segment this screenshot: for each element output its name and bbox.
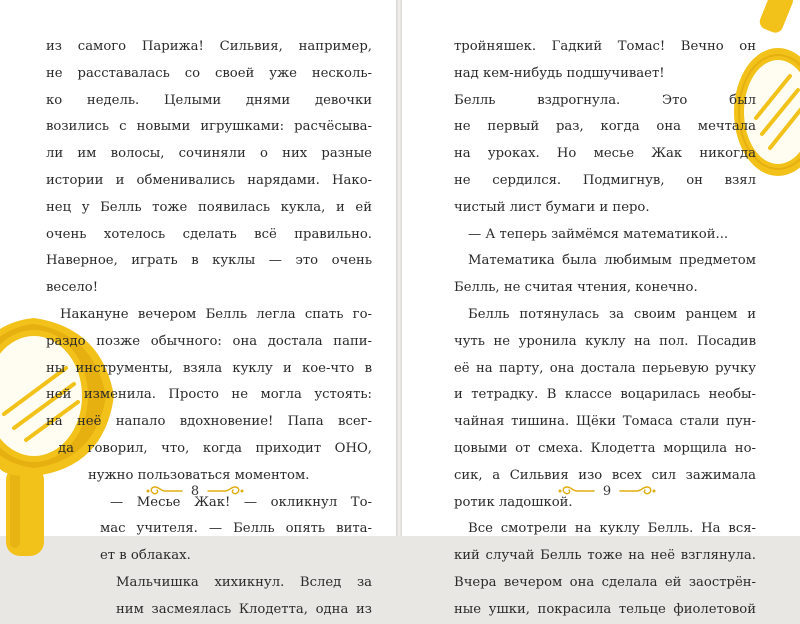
text-line: раздо позже обычного: она достала папи- — [46, 333, 372, 349]
text-line: чистый лист бумаги и перо. — [454, 199, 650, 215]
text-line: из самого Парижа! Сильвия, например, — [46, 39, 372, 54]
flourish-icon — [207, 485, 245, 497]
text-line: ротик ладошкой. — [454, 494, 573, 510]
text-line: Все смотрели на куклу Белль. На вся- — [468, 521, 756, 537]
text-line: тройняшек. Гадкий Томас! Вечно он — [454, 39, 756, 54]
text-line: мас учителя. — Белль опять вита- — [100, 521, 372, 537]
text-line: не первый раз, когда она мечтала — [454, 119, 756, 135]
text-line: — Месье Жак! — окликнул То- — [110, 494, 372, 510]
text-line: ко недель. Целыми днями девочки — [46, 92, 372, 108]
text-line: ные ушки, покрасила тельце фиолетовой — [454, 601, 756, 617]
text-line: Наверное, играть в куклы — это очень — [46, 253, 372, 269]
text-line: ним засмеялась Клодетта, одна из — [116, 601, 372, 617]
text-line: её на парту, она достала перьевую ручку — [454, 360, 756, 376]
flourish-icon — [619, 485, 657, 497]
left-page — [0, 0, 396, 617]
text-line: очень хотелось сделать всё правильно. — [46, 226, 372, 242]
text-line: чуть не уронила куклу на пол. Посадив — [454, 333, 756, 349]
text-line: Белль вздрогнула. Это был — [454, 92, 756, 108]
text-line: не сердился. Подмигнув, он взял — [454, 172, 756, 188]
right-folio — [547, 481, 667, 501]
text-line: Вчера вечером она сделала ей заострён- — [454, 574, 756, 590]
text-line: чайная тишина. Щёки Томаса стали пун- — [454, 414, 756, 430]
text-line: на уроках. Но месье Жак никогда — [454, 146, 756, 162]
page-number-left: 8 — [190, 483, 200, 499]
text-line: сик, а Сильвия изо всех сил зажимала — [454, 467, 756, 483]
text-line: ли им волосы, сочиняли о них разные — [46, 146, 372, 162]
left-page-text — [46, 34, 372, 624]
text-line: ней изменила. Просто не могла устоять: — [46, 387, 372, 403]
text-line: весело! — [46, 280, 99, 296]
text-line: возились с новыми игрушками: расчёсыва- — [46, 119, 372, 135]
text-line: Мальчишка хихикнул. Вслед за — [116, 574, 372, 590]
text-line: и тетрадку. В классе воцарилась необы- — [454, 387, 756, 403]
text-line: над кем-нибудь подшучивает! — [454, 65, 665, 81]
text-line: Белль потянулась за своим ранцем и — [468, 306, 756, 322]
text-line: кий случай Белль тоже на неё взглянула. — [454, 548, 756, 564]
text-line: нужно пользоваться моментом. — [88, 467, 310, 483]
text-line: ет в облаках. — [100, 548, 191, 564]
left-folio — [135, 481, 255, 501]
right-page — [402, 0, 800, 617]
text-line: на неё напало вдохновение! Папа всег- — [46, 414, 372, 430]
text-line: не расставалась со своей уже несколь- — [46, 65, 372, 81]
text-line: ны инструменты, взяла куклу и кое-что в — [46, 360, 372, 376]
text-line: истории и обменивались нарядами. Нако- — [46, 172, 372, 188]
text-line: да говорил, что, когда приходит ОНО, — [58, 440, 372, 456]
text-line: Накануне вечером Белль легла спать го- — [60, 306, 372, 322]
flourish-icon — [557, 485, 595, 497]
text-line: Белль, не считая чтения, конечно. — [454, 280, 698, 296]
text-line: Математика была любимым предметом — [468, 253, 756, 269]
right-page-text — [454, 34, 756, 624]
text-line: цовыми от смеха. Клодетта морщила но- — [454, 440, 756, 456]
text-line: — А теперь займёмся математикой... — [468, 226, 729, 242]
flourish-icon — [145, 485, 183, 497]
page-number-right: 9 — [602, 483, 612, 499]
text-line: нец у Белль тоже появилась кукла, и ей — [46, 199, 372, 215]
